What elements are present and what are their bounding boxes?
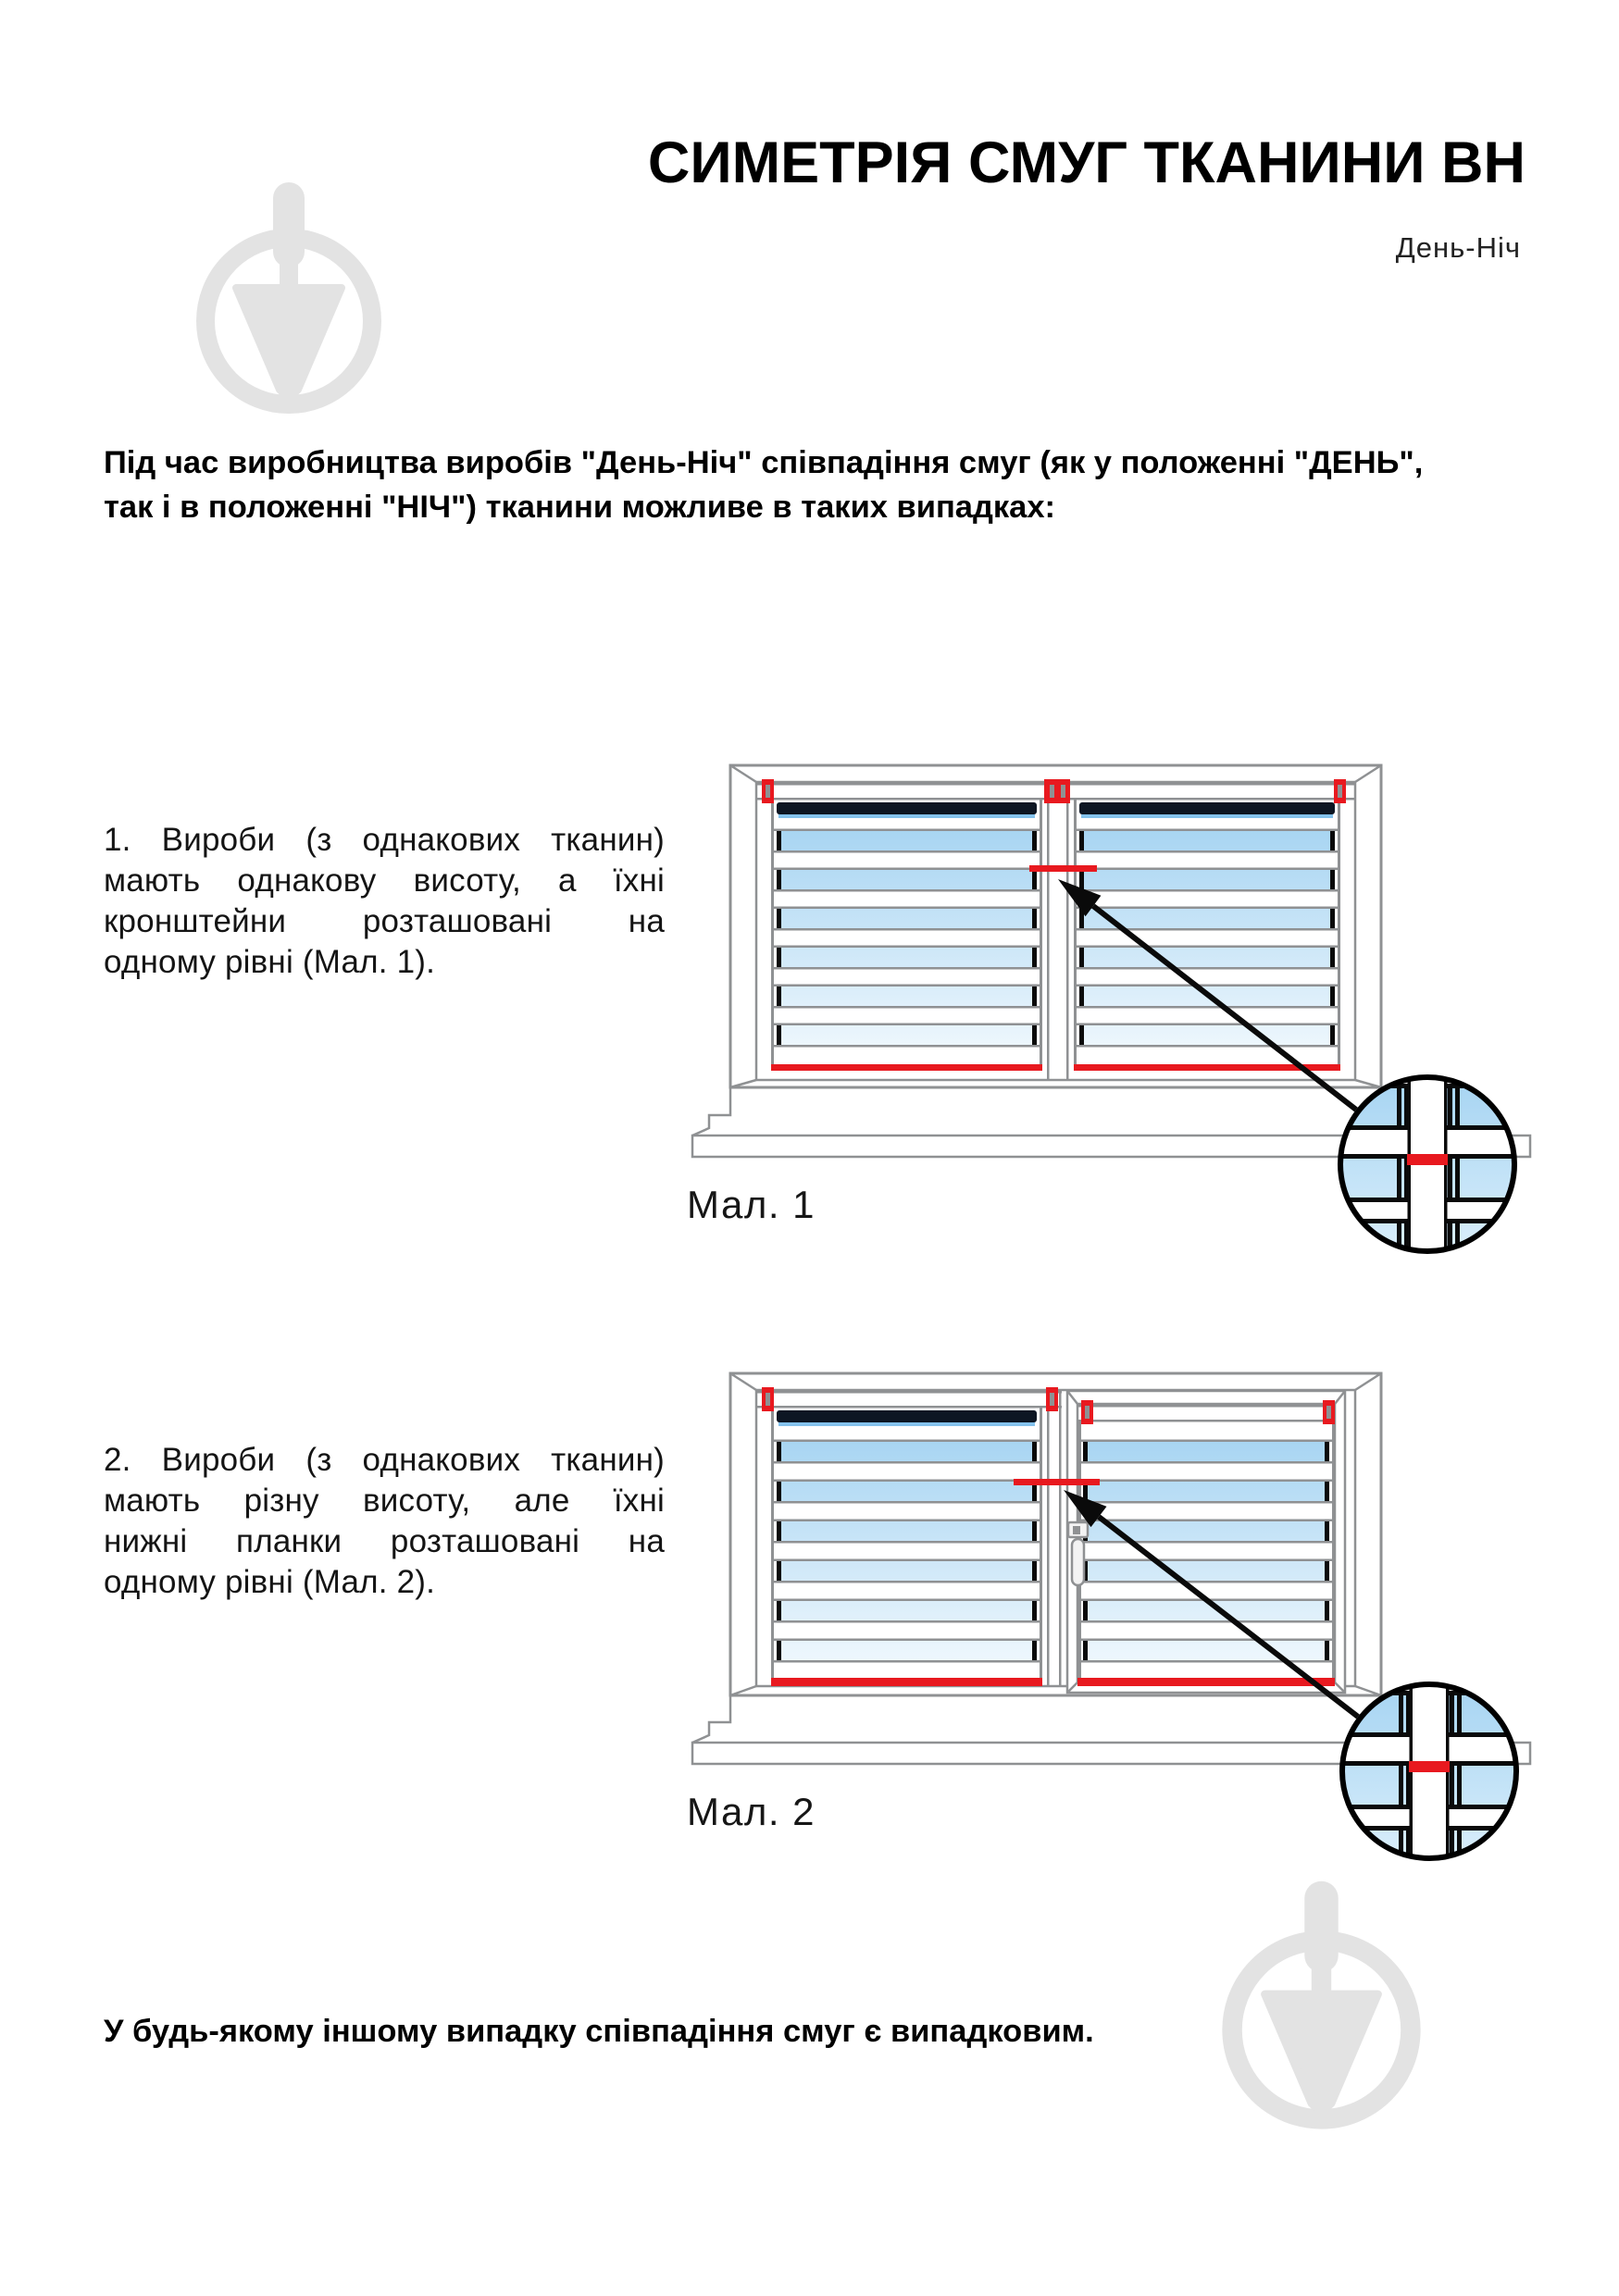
figure-2-caption: Мал. 2 — [687, 1790, 816, 1833]
trowel-logo-icon — [1217, 1871, 1426, 2134]
closing-paragraph: У будь-якому іншому випадку співпадіння смуг є випадковим. — [104, 2014, 1094, 2049]
intro-paragraph: Під час виробництва виробів "День-Ніч" співпадіння смуг (як у положенні "ДЕНЬ", так і в положенні "НІЧ") тканини можливе в таких випадках: — [104, 445, 1424, 525]
trowel-logo-icon — [192, 173, 386, 418]
magnifier-detail-icon — [1338, 1074, 1517, 1259]
item-2-paragraph: 2. Вироби (з однакових тканин) мають різну висоту, але їхні нижні планки розташовані на одному рівні (Мал. 2). — [104, 1442, 665, 1600]
stripe-alignment-line — [1029, 865, 1097, 872]
window-handle-icon — [1068, 1522, 1088, 1585]
magnifier-detail-icon — [1339, 1681, 1519, 1869]
bottom-bar-right — [1077, 1678, 1335, 1686]
page-title: СИМЕТРІЯ СМУГ ТКАНИНИ ВН — [647, 130, 1526, 195]
bottom-bar-left — [771, 1678, 1042, 1686]
item-1-paragraph: 1. Вироби (з однакових тканин) мають однакову висоту, а їхні кронштейни розташовані на одному рівні (Мал. 1). — [104, 822, 665, 980]
page-subtitle: День-Ніч — [1395, 231, 1521, 264]
figure-1-window-diagram — [676, 731, 1564, 1259]
figure-1-caption: Мал. 1 — [687, 1183, 816, 1226]
stripe-alignment-line — [1014, 1479, 1100, 1485]
bottom-bar-left — [771, 1064, 1042, 1071]
